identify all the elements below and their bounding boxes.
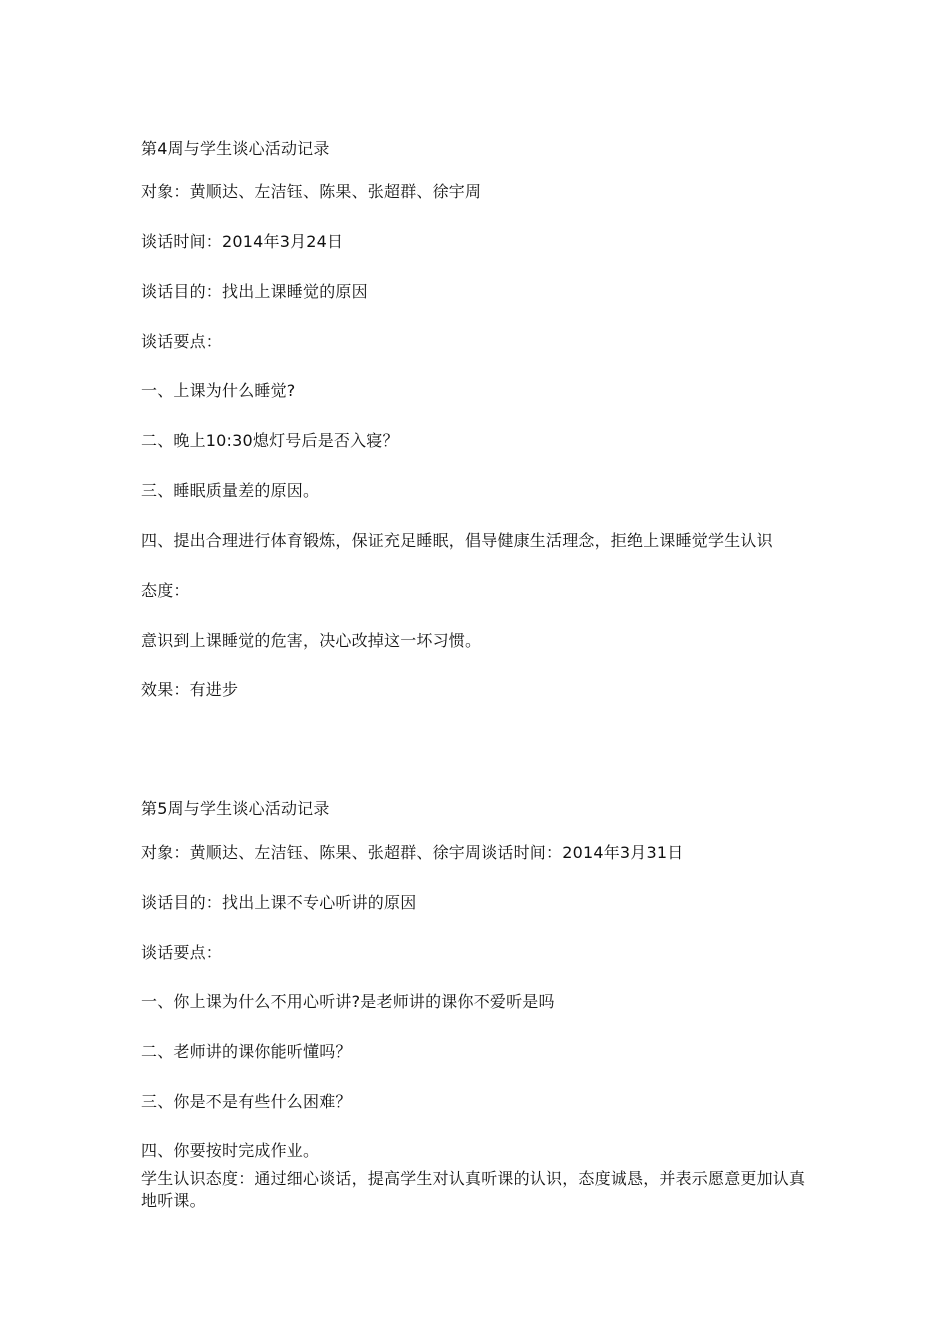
section1-title: 第4周与学生谈心活动记录 [141, 139, 330, 158]
section1-time: 谈话时间：2014年3月24日 [141, 232, 344, 251]
section2-subjects-time: 对象：黄顺达、左洁钰、陈果、张超群、徐宇周谈话时间：2014年3月31日 [141, 843, 684, 862]
section2-title: 第5周与学生谈心活动记录 [141, 799, 330, 818]
section2-point-3: 三、你是不是有些什么困难？ [141, 1092, 352, 1111]
section1-point-3: 三、睡眠质量差的原因。 [141, 481, 320, 500]
section1-purpose: 谈话目的：找出上课睡觉的原因 [141, 282, 368, 301]
section2-point-2: 二、老师讲的课你能听懂吗？ [141, 1042, 352, 1061]
section1-subjects: 对象：黄顺达、左洁钰、陈果、张超群、徐宇周 [141, 182, 482, 201]
section1-effect: 效果：有进步 [141, 680, 239, 699]
section1-point-1: 一、上课为什么睡觉? [141, 381, 296, 400]
section2-points-label: 谈话要点： [141, 943, 223, 962]
section2-purpose: 谈话目的：找出上课不专心听讲的原因 [141, 893, 417, 912]
section2-attitude: 学生认识态度：通过细心谈话，提高学生对认真听课的认识，态度诚恳，并表示愿意更加认真地听课。 [141, 1169, 806, 1210]
section2-point-1: 一、你上课为什么不用心听讲?是老师讲的课你不爱听是吗 [141, 992, 555, 1011]
section1-points-label: 谈话要点： [141, 332, 223, 351]
section1-attitude-text: 意识到上课睡觉的危害，决心改掉这一坏习惯。 [141, 631, 482, 650]
section1-attitude-label: 态度： [141, 581, 190, 600]
section1-point-4: 四、提出合理进行体育锻炼，保证充足睡眠，倡导健康生活理念，拒绝上课睡觉学生认识 [141, 531, 773, 550]
section1-point-2: 二、晚上10:30熄灯号后是否入寝？ [141, 431, 399, 450]
section2-point-4: 四、你要按时完成作业。 [141, 1141, 320, 1160]
